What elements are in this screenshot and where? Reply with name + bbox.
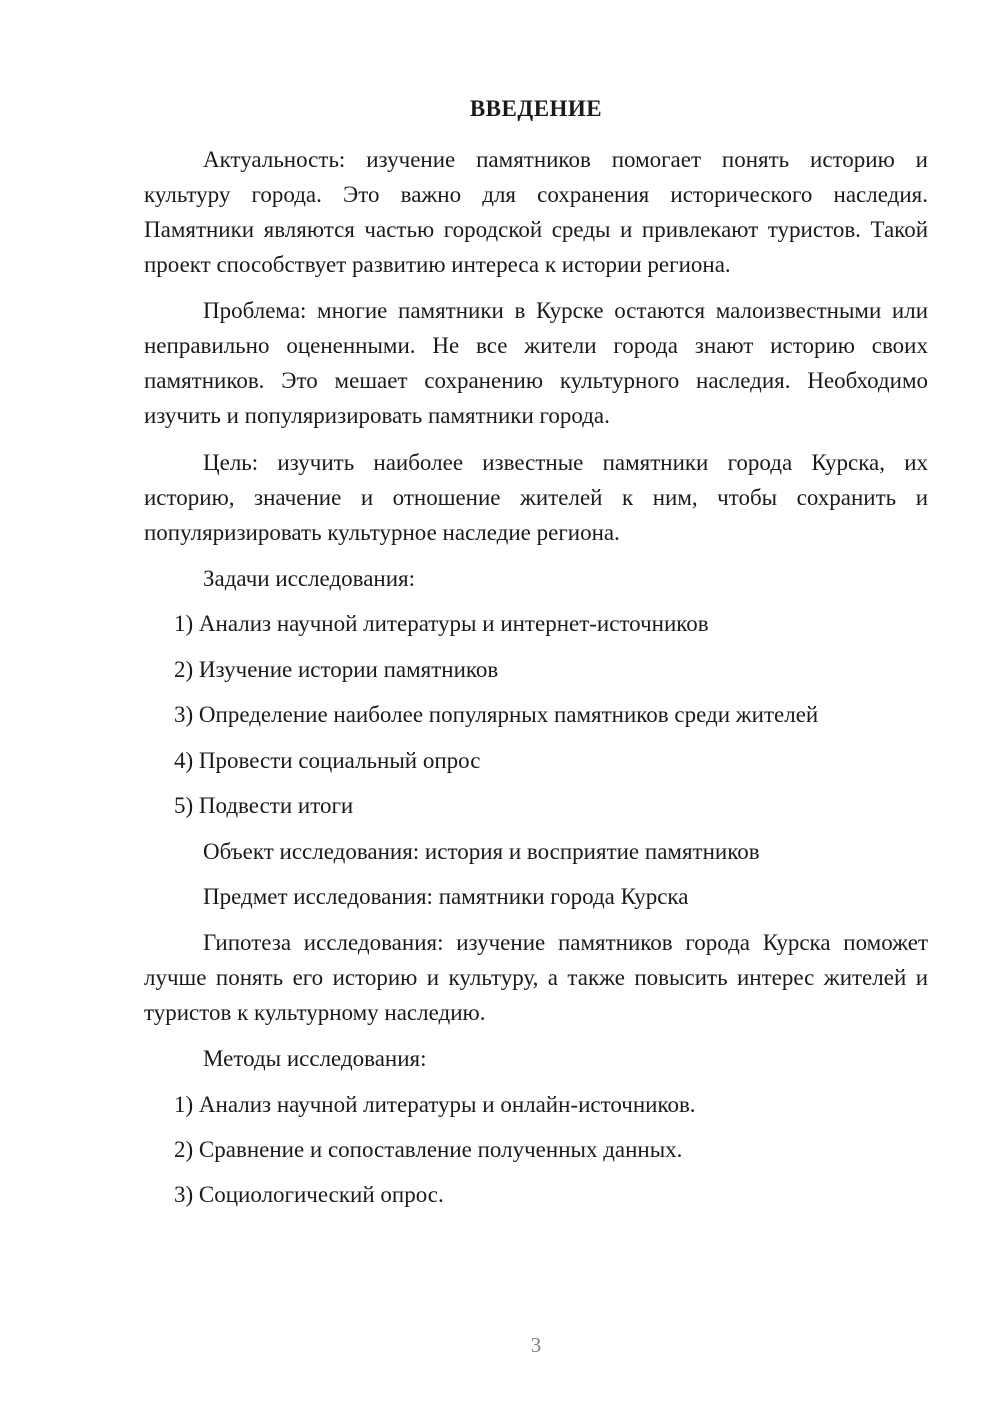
relevance-paragraph: Актуальность: изучение памятников помогает понять историю и культуру города. Это важно для сохранения исторического наследия. Памятники являются частью городской среды и привлекают туристов. Такой проект способствует развитию интереса к истории региона.	[144, 147, 928, 277]
tasks-heading: Задачи исследования:	[203, 566, 416, 591]
research-object: Объект исследования: история и восприятие памятников	[203, 839, 760, 864]
methods-heading: Методы исследования:	[203, 1046, 427, 1071]
task-item: 4) Провести социальный опрос	[174, 748, 481, 773]
page-number: 3	[530, 1333, 542, 1357]
research-subject: Предмет исследования: памятники города Курска	[203, 884, 689, 909]
method-item: 3) Социологический опрос.	[174, 1182, 444, 1207]
method-item: 1) Анализ научной литературы и онлайн-источников.	[174, 1092, 696, 1117]
method-item: 2) Сравнение и сопоставление полученных данных.	[174, 1137, 683, 1162]
page-title: ВВЕДЕНИЕ	[469, 96, 603, 121]
task-item: 1) Анализ научной литературы и интернет-источников	[174, 611, 709, 636]
task-item: 5) Подвести итоги	[174, 793, 354, 818]
hypothesis-paragraph: Гипотеза исследования: изучение памятников города Курска поможет лучше понять его историю и культуру, а также повысить интерес жителей и туристов к культурному наследию.	[144, 930, 928, 1025]
goal-paragraph: Цель: изучить наиболее известные памятники города Курска, их историю, значение и отношение жителей к ним, чтобы сохранить и популяризировать культурное наследие региона.	[144, 450, 928, 545]
problem-paragraph: Проблема: многие памятники в Курске остаются малоизвестными или неправильно оцененными. Не все жители города знают историю своих памятников. Это мешает сохранению культурного наследия. Необходимо изучить и популяризировать памятники города.	[144, 298, 928, 428]
task-item: 3) Определение наиболее популярных памятников среди жителей	[174, 702, 819, 727]
task-item: 2) Изучение истории памятников	[174, 657, 499, 682]
